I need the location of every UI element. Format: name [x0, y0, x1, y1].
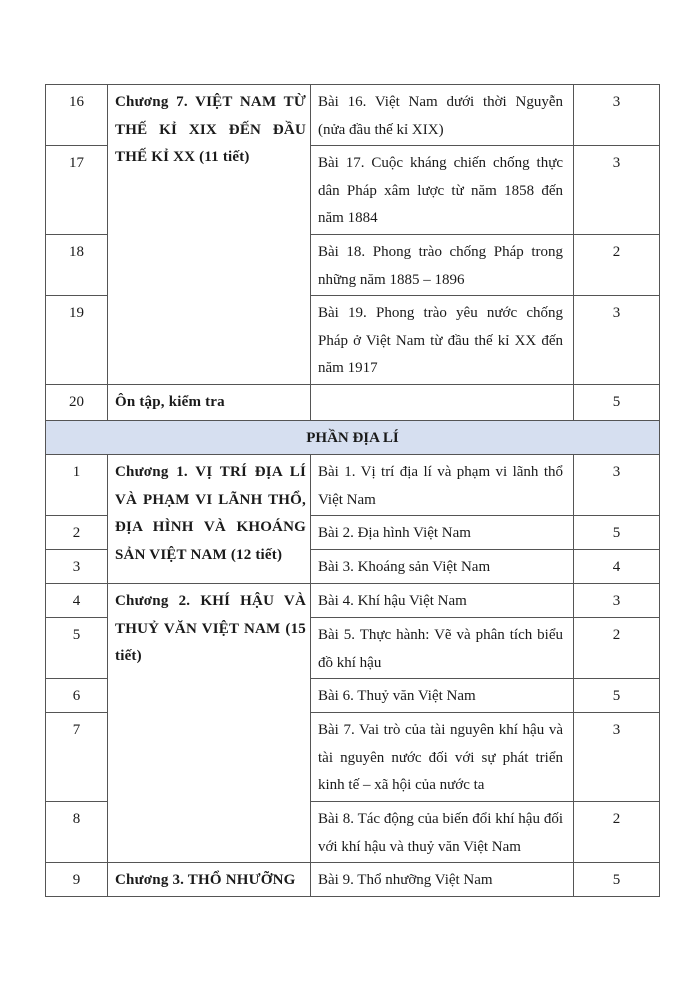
row-number: 6	[46, 679, 108, 713]
row-number: 20	[46, 385, 108, 421]
row-number: 5	[46, 618, 108, 679]
lesson-title: Bài 9. Thổ nhưỡng Việt Nam	[311, 863, 574, 897]
lesson-hours: 5	[574, 516, 660, 550]
table-row	[46, 85, 660, 146]
row-number: 1	[46, 455, 108, 516]
lesson-hours: 3	[574, 296, 660, 385]
lesson-hours: 4	[574, 550, 660, 584]
chapter-title: Chương 2. KHÍ HẬU VÀ THUỶ VĂN VIỆT NAM (15 tiết)	[108, 584, 311, 863]
table-row	[46, 863, 660, 897]
lesson-hours: 2	[574, 235, 660, 296]
lesson-title: Bài 7. Vai trò của tài nguyên khí hậu và tài nguyên nước đối với sự phát triển kinh tế – xã hội của nước ta	[311, 713, 574, 802]
table-row	[46, 584, 660, 618]
chapter-title: Ôn tập, kiểm tra	[108, 385, 311, 421]
chapter-title: Chương 3. THỔ NHƯỠNG	[108, 863, 311, 897]
lesson-title: Bài 4. Khí hậu Việt Nam	[311, 584, 574, 618]
lesson-title: Bài 19. Phong trào yêu nước chống Pháp ở Việt Nam từ đầu thế kỉ XX đến năm 1917	[311, 296, 574, 385]
chapter-title: Chương 1. VỊ TRÍ ĐỊA LÍ VÀ PHẠM VI LÃNH THỔ, ĐỊA HÌNH VÀ KHOÁNG SẢN VIỆT NAM (12 tiết)	[108, 455, 311, 584]
curriculum-table	[45, 84, 660, 897]
lesson-title: Bài 5. Thực hành: Vẽ và phân tích biểu đồ khí hậu	[311, 618, 574, 679]
lesson-title: Bài 17. Cuộc kháng chiến chống thực dân Pháp xâm lược từ năm 1858 đến năm 1884	[311, 146, 574, 235]
lesson-hours: 5	[574, 385, 660, 421]
lesson-hours: 5	[574, 863, 660, 897]
row-number: 4	[46, 584, 108, 618]
lesson-hours: 3	[574, 584, 660, 618]
row-number: 18	[46, 235, 108, 296]
table-row	[46, 455, 660, 516]
lesson-hours: 3	[574, 146, 660, 235]
lesson-title: Bài 6. Thuỷ văn Việt Nam	[311, 679, 574, 713]
row-number: 17	[46, 146, 108, 235]
lesson-hours: 2	[574, 802, 660, 863]
lesson-hours: 3	[574, 713, 660, 802]
lesson-title: Bài 2. Địa hình Việt Nam	[311, 516, 574, 550]
table-row	[46, 385, 660, 421]
lesson-title: Bài 18. Phong trào chống Pháp trong những năm 1885 – 1896	[311, 235, 574, 296]
chapter-title: Chương 7. VIỆT NAM TỪ THẾ KỈ XIX ĐẾN ĐẦU THẾ KỈ XX (11 tiết)	[108, 85, 311, 385]
row-number: 3	[46, 550, 108, 584]
lesson-title	[311, 385, 574, 421]
lesson-hours: 2	[574, 618, 660, 679]
lesson-title: Bài 3. Khoáng sản Việt Nam	[311, 550, 574, 584]
lesson-hours: 3	[574, 85, 660, 146]
lesson-hours: 5	[574, 679, 660, 713]
row-number: 7	[46, 713, 108, 802]
row-number: 9	[46, 863, 108, 897]
row-number: 19	[46, 296, 108, 385]
row-number: 16	[46, 85, 108, 146]
lesson-hours: 3	[574, 455, 660, 516]
lesson-title: Bài 8. Tác động của biến đổi khí hậu đối với khí hậu và thuỷ văn Việt Nam	[311, 802, 574, 863]
row-number: 2	[46, 516, 108, 550]
section-title: PHẦN ĐỊA LÍ	[46, 421, 660, 455]
section-header-row	[46, 421, 660, 455]
row-number: 8	[46, 802, 108, 863]
lesson-title: Bài 16. Việt Nam dưới thời Nguyễn (nửa đầu thế kỉ XIX)	[311, 85, 574, 146]
lesson-title: Bài 1. Vị trí địa lí và phạm vi lãnh thổ Việt Nam	[311, 455, 574, 516]
